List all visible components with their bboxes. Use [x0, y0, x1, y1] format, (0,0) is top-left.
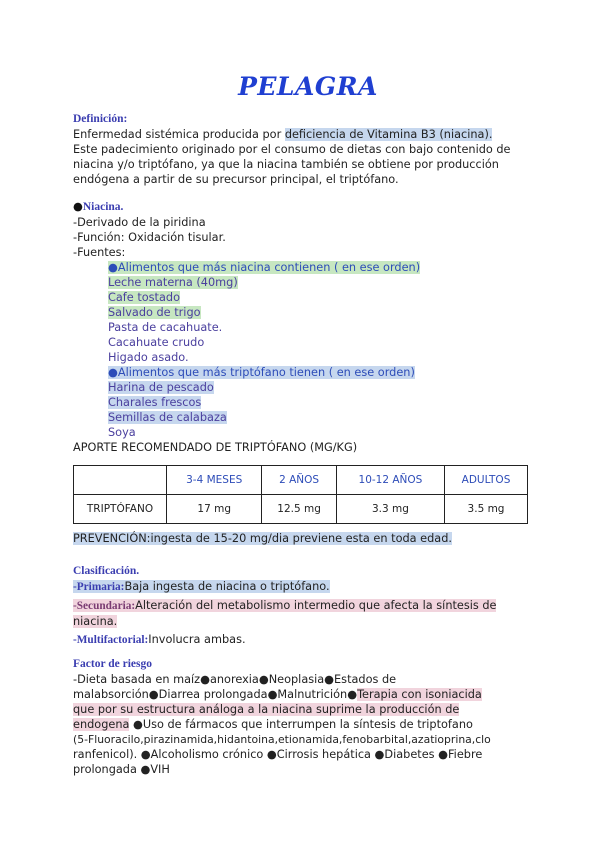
niacina-group2-header: ●Alimentos que más triptófano tienen ( en ese orden): [108, 366, 415, 379]
table-cell: 3.3 mg: [336, 495, 444, 524]
secundaria-label: -Secundaria:: [73, 600, 136, 612]
table-cell: 12.5 mg: [262, 495, 336, 524]
prevencion-text: PREVENCIÓN:ingesta de 15-20 mg/dia previene esta en toda edad.: [73, 532, 452, 545]
riesgo-line-2-hl: Terapia con isoniacida: [357, 688, 482, 701]
niacina-line-2: -Función: Oxidación tisular.: [73, 231, 226, 244]
table-cell: TRIPTÓFANO: [74, 495, 167, 524]
niacina-heading: Niacina.: [82, 201, 124, 213]
riesgo-line-2: malabsorción●Diarrea prolongada●Malnutrición●: [73, 688, 358, 701]
definicion-line-1b: deficiencia de Vitamina B3 (niacina).: [284, 128, 493, 141]
table-header-cell: 3-4 MESES: [167, 466, 262, 495]
definicion-heading: Definición:: [73, 113, 128, 125]
list-item: Pasta de cacahuate.: [108, 321, 223, 334]
table-header-row: [74, 466, 528, 495]
definicion-line-2: Este padecimiento originado por el consumo de dietas con bajo contenido de: [73, 143, 511, 156]
riesgo-line-3-hl: que por su estructura análoga a la niacina suprime la producción de: [73, 703, 460, 716]
niacina-line-1: -Derivado de la piridina: [73, 216, 206, 229]
riesgo-line-7: prolongada ●VIH: [73, 763, 170, 776]
niacina-line-3: -Fuentes:: [73, 246, 126, 259]
primaria-label: -Primaria:: [73, 581, 125, 593]
clasificacion-section: [73, 564, 533, 648]
multifactorial-text: Involucra ambas.: [148, 633, 246, 646]
list-item: Salvado de trigo: [108, 306, 201, 319]
list-item: Soya: [108, 426, 136, 439]
table-row: [74, 495, 528, 524]
secundaria-text-2: niacina.: [73, 615, 118, 628]
riesgo-line-1: -Dieta basada en maíz●anorexia●Neoplasia●Estados de: [73, 673, 397, 686]
multifactorial-label: -Multifactorial:: [73, 634, 149, 646]
list-item: Semillas de calabaza: [108, 411, 227, 424]
definicion-line-4: endógena a partir de su precursor principal, el triptófano.: [73, 173, 399, 186]
list-item: Cafe tostado: [108, 291, 180, 304]
niacina-group1-header: ●Alimentos que más niacina contienen ( en ese orden): [108, 261, 421, 274]
list-item: Charales frescos: [108, 396, 202, 409]
riesgo-line-6: ranfenicol). ●Alcoholismo crónico ●Cirrosis hepática ●Diabetes ●Fiebre: [73, 748, 483, 761]
aporte-table: [73, 465, 528, 524]
riesgo-heading: Factor de riesgo: [73, 658, 152, 670]
riesgo-line-5: (5-Fluoracilo,pirazinamida,hidantoina,etionamida,fenobarbital,azatioprina,clo: [73, 733, 491, 746]
list-item: Higado asado.: [108, 351, 189, 364]
list-item: Harina de pescado: [108, 381, 214, 394]
secundaria-text-1: Alteración del metabolismo intermedio que afecta la síntesis de: [135, 599, 497, 612]
table-header-cell: 10-12 AÑOS: [336, 466, 444, 495]
table-header-cell: ADULTOS: [445, 466, 528, 495]
niacina-section: [73, 199, 533, 440]
table-header-cell: [74, 466, 167, 495]
riesgo-line-4-hl: endogena: [73, 718, 130, 731]
definicion-line-3: niacina y/o triptófano, ya que la niacina también se obtiene por producción: [73, 158, 499, 171]
bullet-icon: ●: [73, 200, 83, 213]
aporte-caption: APORTE RECOMENDADO DE TRIPTÓFANO (MG/KG): [73, 441, 358, 454]
table-header-cell: 2 AÑOS: [262, 466, 336, 495]
definicion-line-1a: Enfermedad sistémica producida por: [73, 128, 285, 141]
table-cell: 3.5 mg: [445, 495, 528, 524]
definicion-section: [73, 112, 533, 187]
primaria-text: Baja ingesta de niacina o triptófano.: [124, 580, 330, 593]
page-title: PELAGRA: [238, 72, 378, 101]
riesgo-section: [73, 657, 533, 777]
riesgo-line-4: ●Uso de fármacos que interrumpen la síntesis de triptofano: [129, 718, 473, 731]
list-item: Leche materna (40mg): [108, 276, 238, 289]
list-item: Cacahuate crudo: [108, 336, 205, 349]
table-cell: 17 mg: [167, 495, 262, 524]
clasificacion-heading: Clasificación.: [73, 565, 140, 577]
